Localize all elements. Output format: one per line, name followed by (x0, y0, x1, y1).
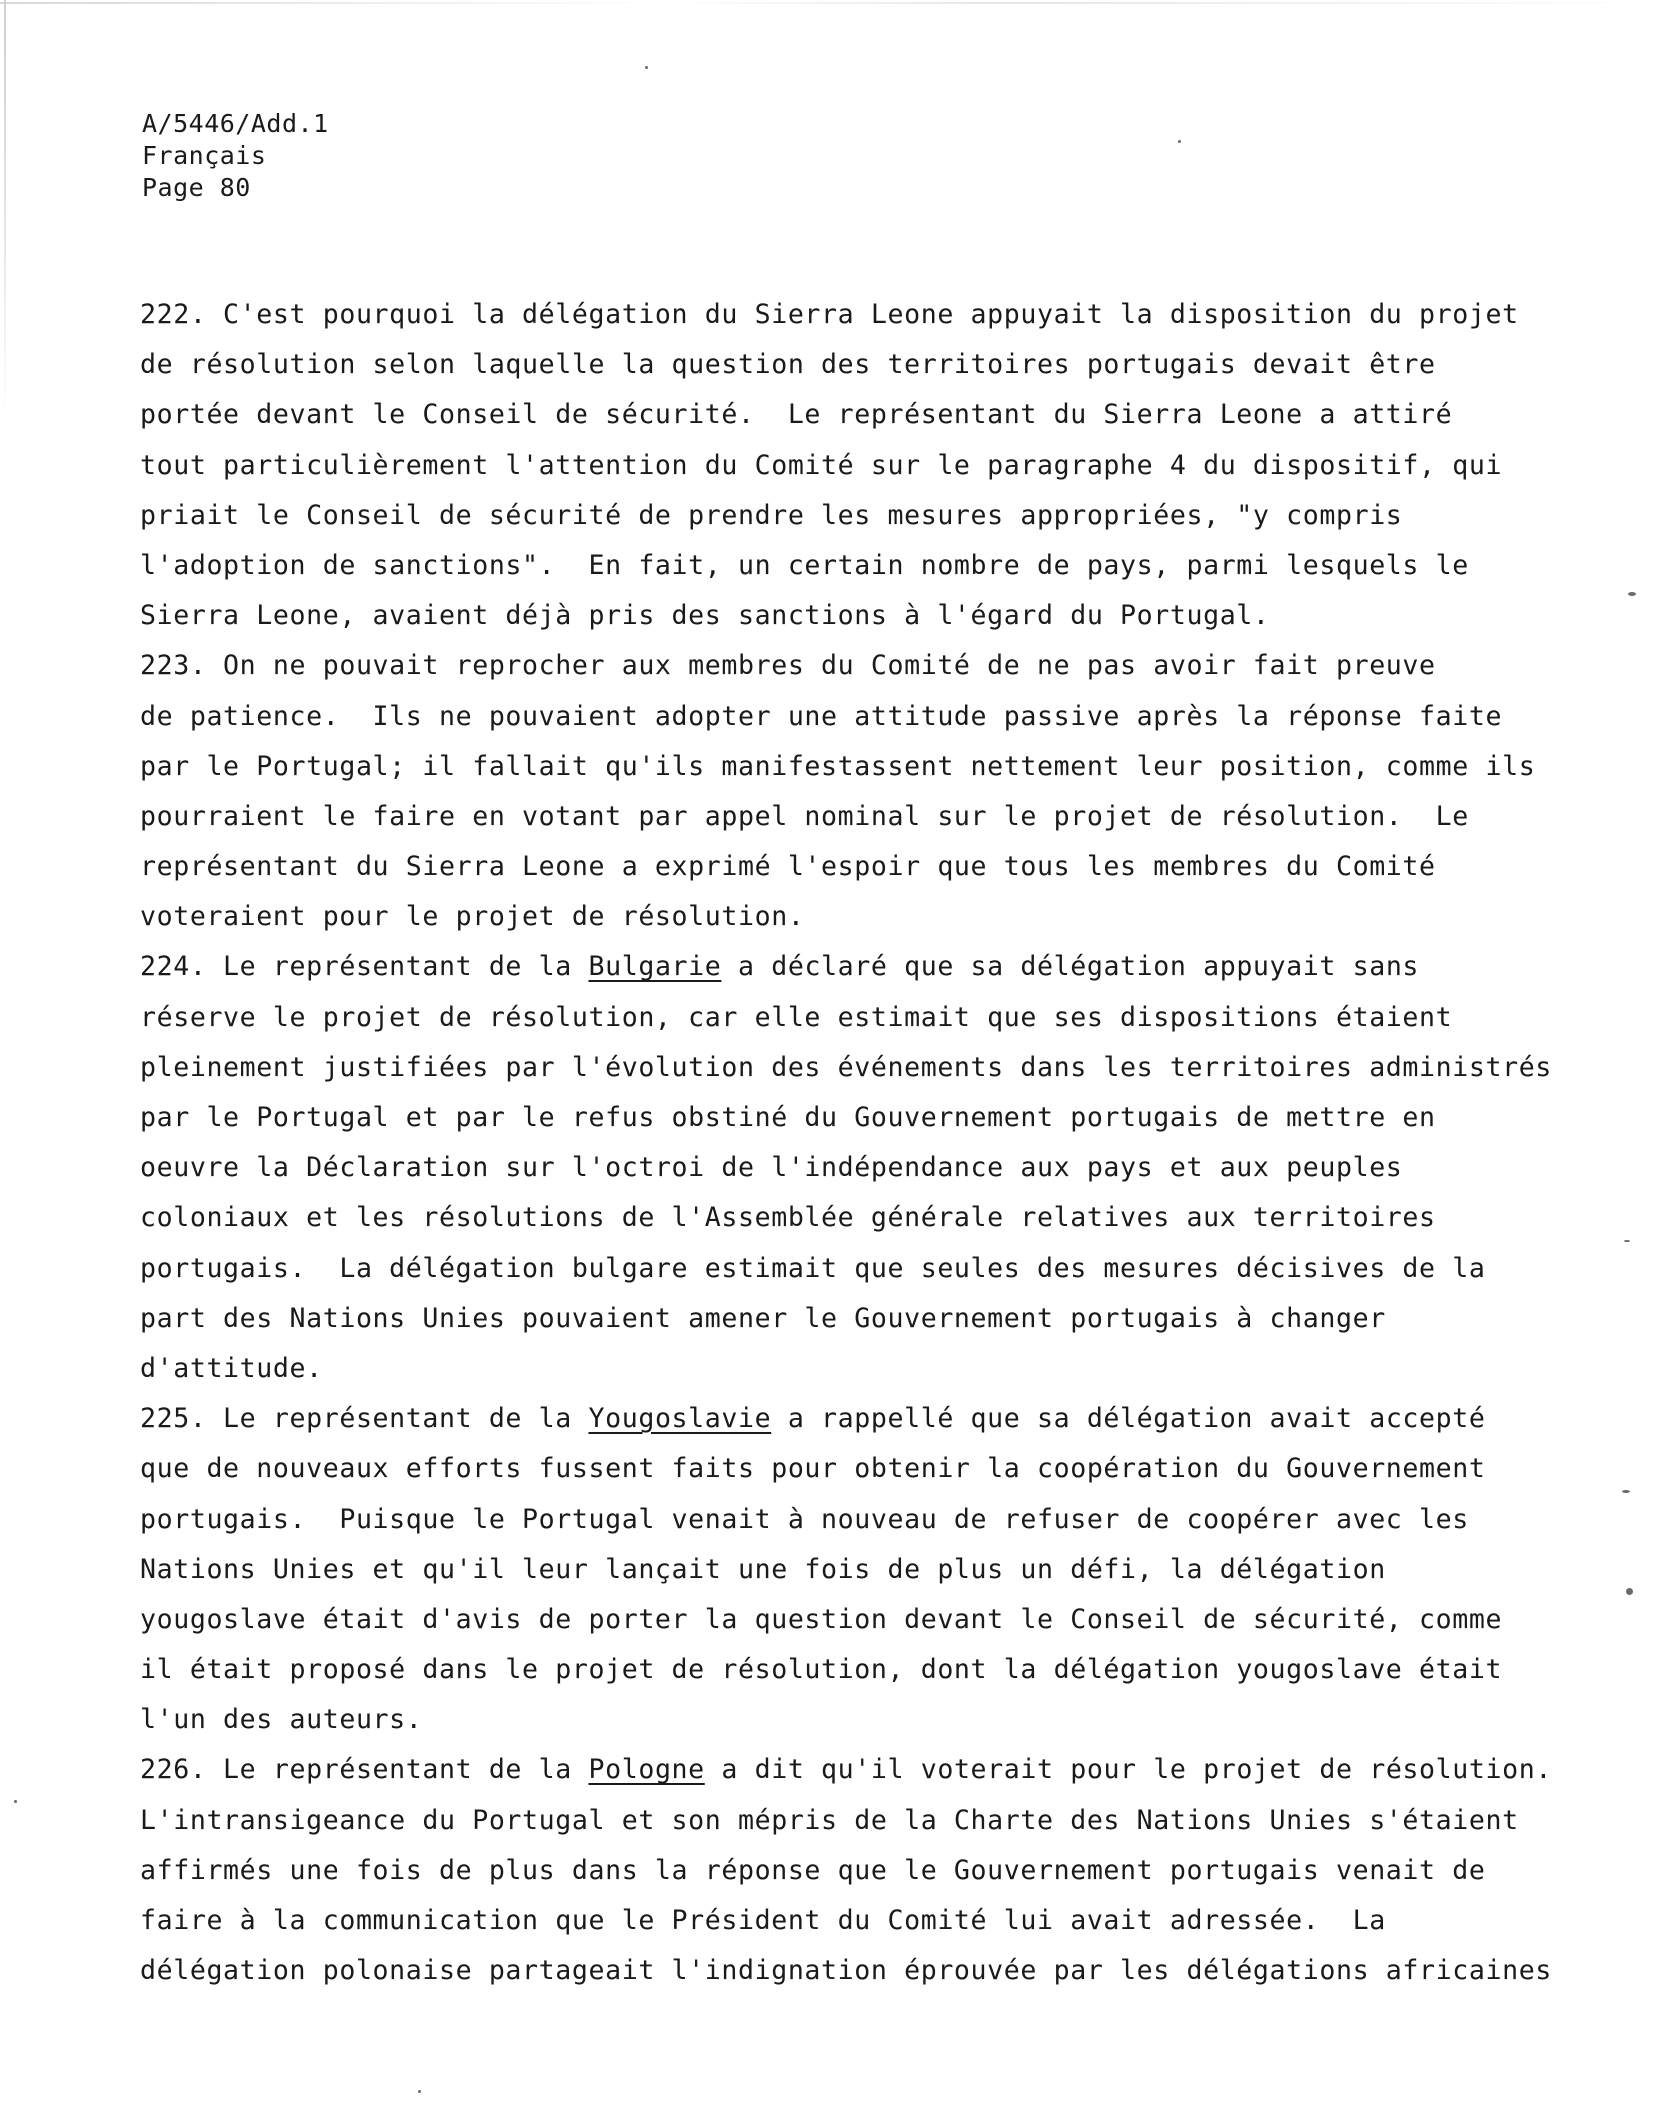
text-line (140, 1896, 1550, 1946)
line-text: L'intransigeance du Portugal et son mépris de la Charte des Nations Unies s'étaient (140, 1804, 1519, 1836)
text-line (140, 1244, 1550, 1294)
text-line (140, 1645, 1550, 1695)
line-text: 224. Le représentant de la (140, 951, 589, 983)
country-name-underlined: Yougoslavie (588, 1403, 772, 1435)
text-line (140, 892, 1550, 942)
line-text: a déclaré que sa délégation appuyait sans (721, 951, 1420, 983)
line-text: portugais. Puisque le Portugal venait à nouveau de refuser de coopérer avec les (140, 1503, 1469, 1535)
line-text: il était proposé dans le projet de résolution, dont la délégation yougoslave était (140, 1654, 1503, 1686)
text-line (140, 340, 1550, 390)
document-language: Français (142, 141, 267, 170)
scan-artifact-left-edge (4, 0, 6, 420)
scan-speck (1622, 1490, 1630, 1493)
scan-speck (418, 2090, 421, 2093)
page-number: Page 80 (142, 173, 251, 202)
text-line (140, 1846, 1550, 1896)
text-line (140, 1043, 1550, 1093)
line-text: pleinement justifiées par l'évolution des événements dans les territoires administrés (140, 1051, 1552, 1083)
line-text: coloniaux et les résolutions de l'Assemblée générale relatives aux territoires (140, 1202, 1436, 1234)
line-text: a dit qu'il voterait pour le projet de résolution. (704, 1754, 1552, 1786)
scan-speck (1628, 592, 1636, 596)
scan-artifact-top (0, 2, 1664, 4)
text-line (140, 1595, 1550, 1645)
text-line (140, 491, 1550, 541)
line-text: 222. C'est pourquoi la délégation du Sierra Leone appuyait la disposition du projet (140, 299, 1519, 330)
line-text: tout particulièrement l'attention du Comité sur le paragraphe 4 du dispositif, qui (140, 449, 1503, 481)
line-text: Nations Unies et qu'il leur lançait une fois de plus un défi, la délégation (140, 1553, 1386, 1585)
text-line (140, 641, 1550, 691)
text-line (140, 290, 1550, 340)
text-line (140, 591, 1550, 641)
line-text: portée devant le Conseil de sécurité. Le représentant du Sierra Leone a attiré (140, 399, 1453, 431)
line-text: faire à la communication que le Président du Comité lui avait adressée. La (140, 1905, 1386, 1936)
line-text: l'adoption de sanctions". En fait, un certain nombre de pays, parmi lesquels le (140, 549, 1469, 581)
line-text: 226. Le représentant de la (140, 1754, 589, 1786)
scan-speck (1624, 1240, 1630, 1242)
text-line (140, 1946, 1550, 1996)
scan-speck (14, 1800, 17, 1803)
text-line (140, 742, 1550, 792)
text-line (140, 692, 1550, 742)
text-line (140, 1143, 1550, 1193)
line-text: que de nouveaux efforts fussent faits pour obtenir la coopération du Gouvernement (140, 1453, 1486, 1485)
text-line (140, 942, 1550, 992)
text-line (140, 993, 1550, 1043)
line-text: Sierra Leone, avaient déjà pris des sanctions à l'égard du Portugal. (140, 600, 1270, 632)
line-text: de patience. Ils ne pouvaient adopter une attitude passive après la réponse faite (140, 700, 1503, 732)
text-line (140, 541, 1550, 591)
line-text: 225. Le représentant de la (140, 1403, 589, 1435)
document-symbol: A/5446/Add.1 (142, 109, 329, 138)
document-header (142, 108, 329, 204)
document-body (140, 290, 1550, 1996)
text-line (140, 1495, 1550, 1545)
scan-speck (1626, 1588, 1633, 1595)
text-line (140, 1444, 1550, 1494)
text-line (140, 1294, 1550, 1344)
line-text: priait le Conseil de sécurité de prendre les mesures appropriées, "y compris (140, 499, 1403, 531)
line-text: voteraient pour le projet de résolution. (140, 901, 805, 933)
text-line (140, 1745, 1550, 1795)
line-text: 223. On ne pouvait reprocher aux membres du Comité de ne pas avoir fait preuve (140, 650, 1436, 682)
scan-speck (1178, 140, 1181, 143)
line-text: pourraient le faire en votant par appel nominal sur le projet de résolution. Le (140, 800, 1469, 832)
text-line (140, 1796, 1550, 1846)
line-text: l'un des auteurs. (140, 1704, 423, 1736)
line-text: d'attitude. (140, 1352, 323, 1384)
text-line (140, 1344, 1550, 1394)
line-text: délégation polonaise partageait l'indignation éprouvée par les délégations africaines (140, 1955, 1552, 1987)
line-text: réserve le projet de résolution, car elle estimait que ses dispositions étaient (140, 1001, 1453, 1033)
line-text: de résolution selon laquelle la question des territoires portugais devait être (140, 349, 1436, 381)
line-text: portugais. La délégation bulgare estimait que seules des mesures décisives de la (140, 1252, 1486, 1284)
line-text: yougoslave était d'avis de porter la question devant le Conseil de sécurité, comme (140, 1603, 1503, 1635)
text-line (140, 1545, 1550, 1595)
line-text: par le Portugal; il fallait qu'ils manifestassent nettement leur position, comme ils (140, 750, 1536, 782)
line-text: représentant du Sierra Leone a exprimé l'espoir que tous les membres du Comité (140, 851, 1436, 883)
country-name-underlined: Pologne (588, 1754, 705, 1786)
text-line (140, 1695, 1550, 1745)
line-text: part des Nations Unies pouvaient amener le Gouvernement portugais à changer (140, 1302, 1386, 1334)
text-line (140, 441, 1550, 491)
text-line (140, 1193, 1550, 1243)
text-line (140, 390, 1550, 440)
country-name-underlined: Bulgarie (588, 951, 722, 983)
scan-speck (645, 66, 648, 69)
line-text: par le Portugal et par le refus obstiné du Gouvernement portugais de mettre en (140, 1102, 1436, 1133)
text-line (140, 842, 1550, 892)
text-line (140, 1093, 1550, 1143)
text-line (140, 1394, 1550, 1444)
line-text: oeuvre la Déclaration sur l'octroi de l'indépendance aux pays et aux peuples (140, 1152, 1403, 1184)
line-text: affirmés une fois de plus dans la réponse que le Gouvernement portugais venait de (140, 1854, 1486, 1886)
line-text: a rappellé que sa délégation avait accepté (771, 1403, 1486, 1435)
text-line (140, 792, 1550, 842)
